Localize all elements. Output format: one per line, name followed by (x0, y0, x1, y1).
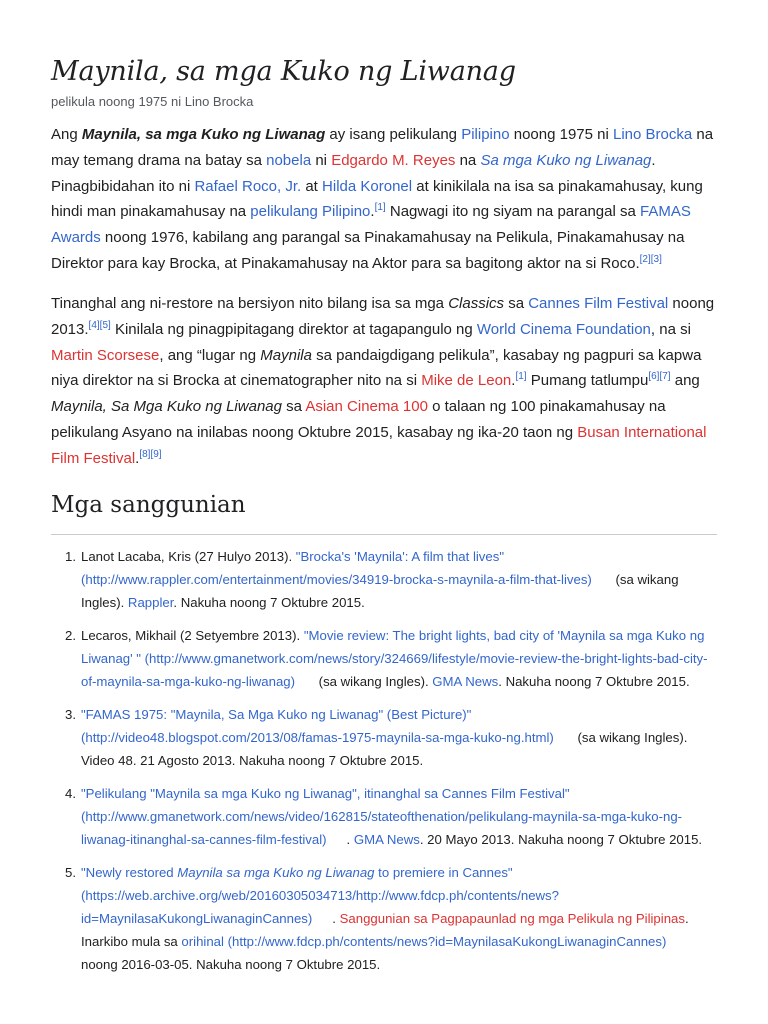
text: ni (311, 151, 332, 169)
reference-language: (sa wikang Ingles). (81, 572, 679, 610)
reference-item (65, 624, 717, 693)
text: sa pandaigdigang pelikula”, kasabay ng pagpuri sa kapwa niya direktor na si Brocka at cinematographer nito na si (51, 346, 702, 390)
citation-2[interactable]: [2] (639, 253, 651, 265)
text: ang (670, 372, 700, 390)
text: . (332, 911, 340, 926)
reference-link[interactable]: "Brocka's 'Maynila': A film that lives" (http://www.rappler.com/entertainment/movies/34919-brocka-s-maynila-a-film-that-lives) (81, 549, 592, 587)
external-link-icon (668, 937, 682, 947)
restoration-paragraph (51, 291, 717, 472)
publisher-link[interactable]: GMA News (353, 832, 420, 847)
text: Pumang tatlumpu (526, 372, 649, 390)
link-asian-cinema-100[interactable]: Asian Cinema 100 (305, 398, 428, 416)
reference-accessed: . Nakuha noong 7 Oktubre 2015. (498, 674, 690, 689)
text: noong 1976, kabilang ang parangal sa Pinakamahusay na Pelikula, Pinakamahusay na Direktor para kay Brocka, at Pinakamahusay na Aktor para sa bagitong aktor na si Roco. (51, 229, 685, 272)
text: noong 2013. (51, 295, 715, 338)
link-text-italic: Maynila sa mga Kuko ng Liwanag (177, 865, 375, 880)
text: na (455, 151, 481, 169)
text: sa (281, 398, 306, 416)
reference-number: 4. (65, 786, 76, 801)
reference-details: (sa wikang Ingles). Video 48. 21 Agosto 2013. Nakuha noong 7 Oktubre 2015. (81, 730, 688, 768)
text: ay isang pelikulang (325, 126, 462, 143)
text: . (346, 832, 354, 847)
link-cannes[interactable]: Cannes Film Festival (528, 295, 669, 312)
reference-item (65, 782, 717, 851)
external-link-icon (594, 575, 608, 585)
link-busan-festival[interactable]: Busan International Film Festival (51, 423, 707, 467)
italic-text: Maynila, Sa Mga Kuko ng Liwanag (51, 398, 282, 416)
references-heading: Mga sanggunian (51, 492, 246, 518)
reference-author: Lecaros, Mikhail (2 Setyembre 2013). (81, 628, 304, 643)
text: sa (504, 295, 529, 312)
archive-original-link[interactable]: orihinal (http://www.fdcp.ph/contents/news?id=MaynilasaKukongLiwanaginCannes) (181, 934, 667, 949)
link-pelikulang-pilipino[interactable]: pelikulang Pilipino (250, 203, 371, 221)
link-famas-awards[interactable]: FAMAS Awards (51, 203, 691, 247)
link-sa-mga-kuko[interactable]: Sa mga Kuko ng Liwanag (480, 151, 652, 169)
external-link-icon (329, 835, 343, 845)
text: na may temang drama na batay sa (51, 126, 714, 169)
link-mike-de-leon[interactable]: Mike de Leon (421, 372, 512, 390)
text: . (511, 372, 516, 390)
citation-7[interactable]: [7] (659, 371, 671, 383)
link-nobela[interactable]: nobela (266, 151, 312, 169)
text: noong 1975 ni (509, 126, 613, 143)
text: Ang (51, 126, 82, 143)
publisher-link[interactable]: Rappler (127, 595, 174, 610)
text: . Pinagbibidahan ito ni (51, 151, 656, 195)
link-pilipino[interactable]: Pilipino (461, 126, 510, 143)
link-rafael-roco[interactable]: Rafael Roco, Jr. (194, 177, 302, 195)
text: Tinanghal ang ni-restore na bersiyon nito bilang isa sa mga (51, 295, 449, 312)
reference-item (65, 861, 717, 976)
link-martin-scorsese[interactable]: Martin Scorsese (51, 346, 160, 364)
reference-item (65, 545, 717, 614)
external-link-icon (297, 677, 311, 687)
citation-1[interactable]: [1] (374, 202, 386, 214)
reference-author: Lanot Lacaba, Kris (27 Hulyo 2013). (81, 549, 296, 564)
section-divider (51, 534, 717, 535)
citation-4[interactable]: [4] (88, 319, 100, 331)
citation-9[interactable]: [9] (150, 448, 162, 460)
reference-accessed: . 20 Mayo 2013. Nakuha noong 7 Oktubre 2015. (419, 832, 703, 847)
link-edgardo-reyes[interactable]: Edgardo M. Reyes (331, 151, 456, 169)
citation-3[interactable]: [3] (650, 253, 662, 265)
text: , ang “lugar ng (159, 346, 261, 364)
reference-language: (sa wikang Ingles). (315, 674, 433, 689)
text: . (135, 449, 140, 467)
italic-text: Classics (448, 295, 505, 312)
reference-link[interactable]: "FAMAS 1975: "Maynila, Sa Mga Kuko ng Liwanag" (Best Picture)" (http://video48.blogspot.com/2013/08/famas-1975-maynila-sa-mga-kuko-ng.html) (81, 707, 554, 745)
text: at kinikilala na isa sa pinakamahusay, kung hindi man pinakamahusay na (51, 177, 703, 221)
link-world-cinema-foundation[interactable]: World Cinema Foundation (476, 320, 651, 338)
text: , na si (650, 320, 691, 338)
reference-number: 3. (65, 707, 76, 722)
external-link-icon (314, 914, 328, 924)
reference-number: 1. (65, 549, 76, 564)
link-lino-brocka[interactable]: Lino Brocka (613, 126, 693, 143)
reference-link[interactable]: "Movie review: The bright lights, bad city of 'Maynila sa mga Kuko ng Liwanag' " (http://www.gmanetwork.com/news/story/324669/lifestyle/movie-review-the-bright-lights-bad-city-of-maynila-sa-mga-kuko-ng-liwanag) (81, 628, 708, 689)
bold-title: Maynila, sa mga Kuko ng Liwanag (81, 126, 326, 143)
reference-item (65, 703, 717, 772)
page-title: Maynila, sa mga Kuko ng Liwanag (51, 56, 516, 87)
references-list (65, 545, 717, 986)
citation-8[interactable]: [8] (139, 448, 151, 460)
intro-paragraph: Ang Maynila, sa mga Kuko ng Liwanag ay isang pelikulang Pilipino noong 1975 ni Lino Brocka na may temang drama na batay sa nobela ni Edgardo M. Reyes na Sa mga Kuko ng Liwanag. Pinagbibidahan ito ni Rafael Roco, Jr. at Hilda Koronel at kinikilala na isa sa pinakamahusay, kung hindi man pinakamahusay na pelikulang Pilipino.[1] Nagwagi ito ng siyam na parangal sa FAMAS Awards noong 1976, kabilang ang parangal sa Pinakamahusay na Pelikula, Pinakamahusay na Direktor para kay Brocka, at Pinakamahusay na Aktor para sa bagitong aktor na si Roco.[2][3] (51, 126, 714, 272)
link-hilda-koronel[interactable]: Hilda Koronel (322, 177, 413, 195)
reference-number: 2. (65, 628, 76, 643)
publisher-link[interactable]: Sanggunian sa Pagpapaunlad ng mga Pelikula ng Pilipinas (339, 911, 685, 926)
page-subtitle: pelikula noong 1975 ni Lino Brocka (51, 94, 254, 109)
reference-accessed: . Nakuha noong 7 Oktubre 2015. (173, 595, 365, 610)
text: at (301, 177, 323, 195)
external-link-icon (556, 733, 570, 743)
italic-text: Maynila (260, 346, 312, 364)
reference-accessed: noong 2016-03-05. Nakuha noong 7 Oktubre 2015. (81, 957, 381, 972)
citation-5[interactable]: [5] (99, 319, 111, 331)
publisher-link[interactable]: GMA News (432, 674, 499, 689)
citation-1b[interactable]: [1] (515, 371, 527, 383)
text: . Inarkibo mula sa (81, 911, 689, 949)
text: Nagwagi ito ng siyam na parangal sa (385, 203, 640, 221)
reference-number: 5. (65, 865, 76, 880)
text: Kinilala ng pinagpipitagang direktor at tagapangulo ng (110, 320, 477, 338)
link-text: to premiere in Cannes" (https://web.archive.org/web/20160305034713/http://www.fdcp.ph/contents/news?id=MaynilasaKukongLiwanaginCannes) (81, 865, 559, 926)
text: o talaan ng 100 pinakamahusay na pelikulang Asyano na inilabas noong Oktubre 2015, kasabay ng ika-20 taon ng (51, 398, 666, 441)
link-text: "Newly restored (81, 865, 178, 880)
citation-6[interactable]: [6] (648, 371, 660, 383)
reference-link[interactable]: "Pelikulang "Maynila sa mga Kuko ng Liwanag", itinanghal sa Cannes Film Festival" (http://www.gmanetwork.com/news/video/162815/stateofthenation/pelikulang-maynila-sa-mga-kuko-ng-liwanag-itinanghal-sa-cannes-film-festival) (81, 786, 683, 847)
